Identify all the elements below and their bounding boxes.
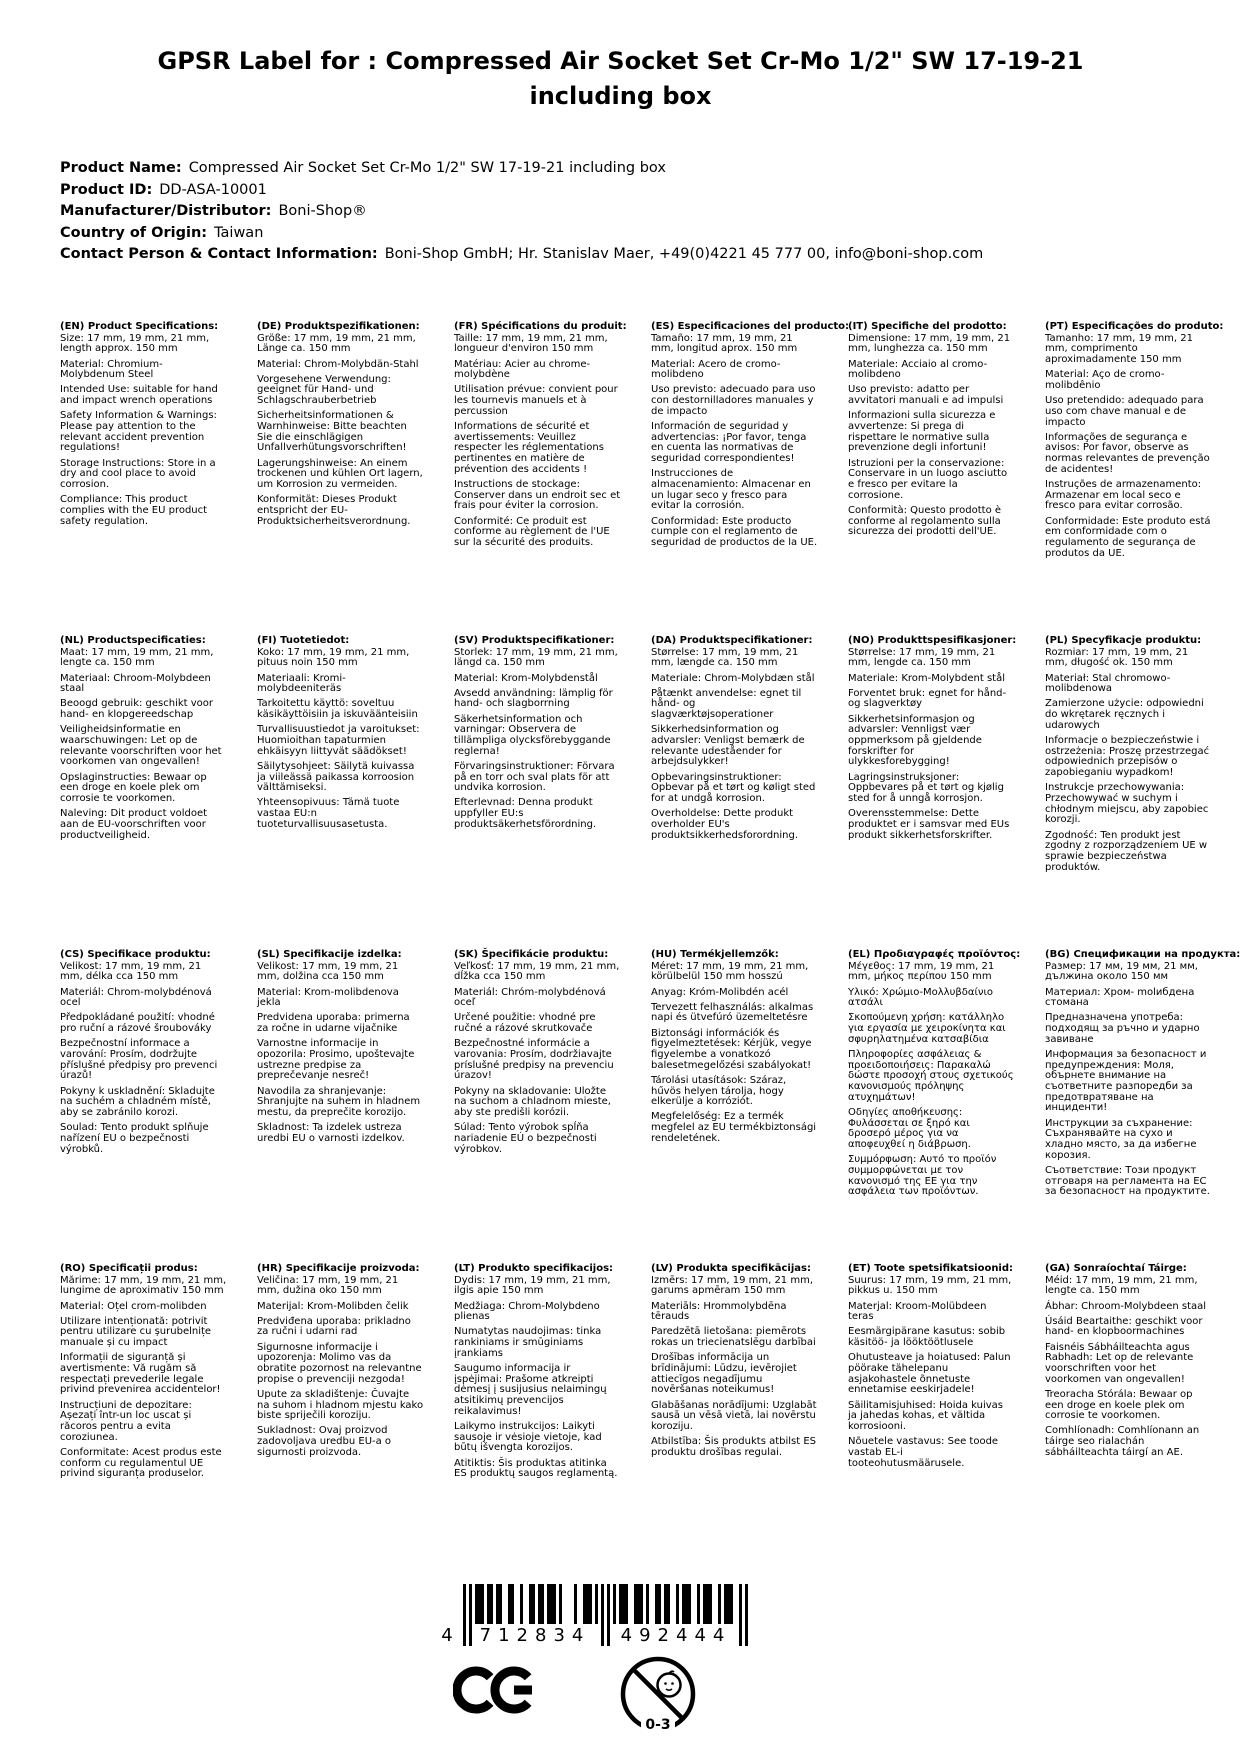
spec-paragraph: Overensstemmelse: Dette produktet er i samsvar med EUs produkt sikkerhetsforskrifter. (848, 808, 1010, 841)
spec-block-fr (454, 322, 651, 636)
spec-grid (60, 322, 1241, 1578)
spec-paragraph: Material: Aço de cromo-molibdênio (1045, 369, 1165, 391)
spec-block-no (848, 636, 1045, 950)
spec-block-heading: (EN) Product Specifications: (60, 321, 219, 332)
spec-paragraph: Инструкции за съхранение: Съхранявайте на сухо и хладно място, за да избегне корозия. (1045, 1117, 1197, 1161)
spec-paragraph: Treoracha Stórála: Bewaar op een droge en koele plek om corrosie te voorkomen. (1045, 1388, 1193, 1422)
spec-block-nl (60, 636, 257, 950)
spec-paragraph: Paredzētā lietošana: piemērots rokas un triecienatslēgu darbībai (651, 1326, 816, 1349)
spec-block-heading: (ES) Especificaciones del producto: (651, 321, 850, 332)
spec-paragraph: Conformité: Ce produit est conforme au règlement de l'UE sur la sécurité des produits. (454, 515, 610, 548)
spec-paragraph: Tervezett felhasználás: alkalmas napi és ütvefúró üzemeltetésre (651, 1001, 814, 1024)
spec-paragraph: Materiał: Stal chromowo-molibdenowa (1045, 672, 1171, 695)
info-field-label: Country of Origin: (60, 224, 208, 241)
spec-paragraph: Materiaali: Kromi-molybdeeniteräs (257, 672, 346, 695)
spec-paragraph: Uso previsto: adatto per avvitatori manuali e ad impulsi (848, 384, 1004, 407)
spec-paragraph: Sicherheitsinformationen & Warnhinweise: Bitte beachten Sie die einschlägigen Unfallverhütungsvorschriften! (257, 410, 407, 454)
spec-block-heading: (FR) Spécifications du produit: (454, 321, 627, 332)
spec-paragraph: Sukladnost: Ovaj proizvod zadovoljava uredbu EU-a o sigurnosti proizvoda. (257, 1425, 392, 1458)
spec-paragraph: Conformitate: Acest produs este conform cu regulamentul UE privind siguranța produselor. (60, 1446, 222, 1480)
spec-paragraph: Material: Krom-molibdenova jekla (257, 986, 399, 1009)
spec-paragraph: Zamierzone użycie: odpowiedni do wkrętarek ręcznych i udarowych (1045, 698, 1204, 731)
info-field-value: Taiwan (214, 224, 264, 241)
spec-paragraph: Intended Use: suitable for hand and impact wrench operations (60, 384, 218, 407)
barcode-right-digits: 492444 (613, 1624, 739, 1648)
spec-paragraph: Informations de sécurité et avertissements: Veuillez respecter les réglementations pertinentes en matière de prévention des accidents ! (454, 421, 604, 475)
spec-paragraph: Πληροφορίες ασφάλειας & προειδοποιήσεις: Παρακαλώ δώστε προσοχή στους σχετικούς κανονισμούς πρόληψης ατυχημάτων! (848, 1049, 1014, 1103)
spec-paragraph: Material: Chromium-Molybdenum Steel (60, 358, 163, 381)
spec-paragraph: Efterlevnad: Denna produkt uppfyller EU:s produktsäkerhetsförordning. (454, 797, 597, 830)
spec-paragraph: Materijal: Krom-Molibden čelik (257, 1300, 409, 1312)
spec-paragraph: Tamanho: 17 mm, 19 mm, 21 mm, comprimento aproximadamente 150 mm (1045, 332, 1194, 366)
spec-paragraph: Beoogd gebruik: geschikt voor hand- en klopgereedschap (60, 698, 214, 721)
spec-paragraph: Veľkosť: 17 mm, 19 mm, 21 mm, dĺžka cca 150 mm (454, 960, 620, 983)
spec-block-fi (257, 636, 454, 950)
spec-block-el (848, 950, 1045, 1264)
product-info (60, 161, 983, 269)
spec-block-es (651, 322, 848, 636)
spec-paragraph: Instrucciones de almacenamiento: Almacenar en un lugar seco y fresco para evitar la corrosión. (651, 468, 811, 512)
age-warning-label: 0-3 (616, 1717, 700, 1733)
spec-paragraph: Säilitamisjuhised: Hoida kuivas ja jahedas kohas, et vältida korrosiooni. (848, 1399, 1004, 1432)
spec-paragraph: Taille: 17 mm, 19 mm, 21 mm, longueur d'environ 150 mm (454, 332, 608, 355)
spec-paragraph: Größe: 17 mm, 19 mm, 21 mm, Länge ca. 150 mm (257, 332, 416, 355)
spec-paragraph: Uso previsto: adecuado para uso con destornilladores manuales y de impacto (651, 384, 816, 417)
spec-paragraph: Материал: Хром- molибдена стомана (1045, 986, 1195, 1009)
spec-paragraph: Ábhar: Chroom-Molybdeen staal (1045, 1300, 1207, 1312)
info-field-label: Contact Person & Contact Information: (60, 246, 378, 262)
spec-block-pl (1045, 636, 1241, 950)
spec-paragraph: Informazioni sulla sicurezza e avvertenze: Si prega di rispettare le normative sulla prevenzione degli infortuni! (848, 410, 996, 454)
spec-paragraph: Информация за безопасност и предупреждения: Моля, обърнете внимание на съответните разпоредби за предотвратяване на инциденти! (1045, 1049, 1207, 1114)
spec-paragraph: Naleving: Dit product voldoet aan de EU-voorschriften voor productveiligheid. (60, 808, 208, 841)
spec-paragraph: Faisnéis Sábháilteachta agus Rabhadh: Let op de relevante voorschriften voor het voorkomen van ongevallen! (1045, 1341, 1194, 1385)
spec-block-heading: (SV) Produktspecifikationer: (454, 635, 615, 646)
spec-paragraph: Conformità: Questo prodotto è conforme al regolamento sulla sicurezza dei prodotti dell'UE. (848, 504, 1002, 538)
spec-paragraph: Dydis: 17 mm, 19 mm, 21 mm, ilgis apie 150 mm (454, 1274, 611, 1297)
spec-paragraph: Säkerhetsinformation och varningar: Observera de tillämpliga olycksförebyggande reglerna! (454, 713, 611, 757)
spec-paragraph: Предназначена употреба: подходящ за ръчно и ударно завиване (1045, 1012, 1200, 1045)
spec-paragraph: Soulad: Tento produkt splňuje nařízení EU o bezpečnosti výrobků. (60, 1122, 209, 1155)
spec-block-heading: (ET) Toote spetsifikatsioonid: (848, 1263, 1014, 1274)
spec-block-heading: (LT) Produkto specifikacijos: (454, 1263, 614, 1274)
spec-paragraph: Informacje o bezpieczeństwie i ostrzeżenia: Proszę przestrzegać odpowiednich przepisów o zapobieganiu wypadkom! (1045, 735, 1210, 779)
spec-paragraph: Størrelse: 17 mm, 19 mm, 21 mm, lengde ca. 150 mm (848, 646, 996, 669)
info-field (60, 226, 983, 241)
spec-block-ga (1045, 1264, 1241, 1578)
age-warning-icon (616, 1654, 700, 1744)
info-field (60, 204, 983, 219)
spec-paragraph: Biztonsági információk és figyelmeztetések: Kérjük, vegye figyelembe a vonatkozó balesetmegelőzési szabályokat! (651, 1027, 812, 1071)
spec-block-bg (1045, 950, 1241, 1264)
spec-block-heading: (IT) Specifiche del prodotto: (848, 321, 1007, 332)
page-title: GPSR Label for : Compressed Air Socket Set Cr-Mo 1/2" SW 17-19-21 including box (157, 47, 1084, 110)
ce-mark-icon (453, 1662, 543, 1720)
spec-paragraph: Medžiaga: Chrom-Molybdeno plienas (454, 1300, 600, 1323)
info-field (60, 183, 983, 198)
spec-block-et (848, 1264, 1045, 1578)
info-field-value: DD-ASA-10001 (159, 181, 267, 198)
spec-paragraph: Συμμόρφωση: Αυτό το προϊόν συμμορφώνεται με τον κανονισμό της ΕΕ για την ασφάλεια των προϊόντων. (848, 1154, 997, 1198)
spec-block-sv (454, 636, 651, 950)
spec-block-lv (651, 1264, 848, 1578)
spec-paragraph: Размер: 17 мм, 19 мм, 21 мм, дължина около 150 мм (1045, 960, 1198, 983)
spec-paragraph: Skladnost: Ta izdelek ustreza uredbi EU o varnosti izdelkov. (257, 1122, 405, 1144)
spec-paragraph: Varnostne informacije in opozorila: Prosimo, upoštevajte ustrezne predpise za preprečevanje nesreč! (257, 1038, 415, 1082)
spec-paragraph: Material: Acero de cromo-molibdeno (651, 358, 781, 381)
spec-paragraph: Ohutusteave ja hoiatused: Palun pöörake tähelepanu asjakohastele õnnetuste ennetamise eeskirjadele! (848, 1352, 1011, 1396)
spec-paragraph: Storlek: 17 mm, 19 mm, 21 mm, längd ca. 150 mm (454, 646, 618, 669)
spec-paragraph: Koko: 17 mm, 19 mm, 21 mm, pituus noin 150 mm (257, 646, 410, 669)
spec-paragraph: Materiale: Krom-Molybdent stål (848, 672, 1006, 684)
spec-block-sl (257, 950, 454, 1264)
spec-paragraph: Materiale: Acciaio al cromo-molibdeno (848, 358, 988, 381)
spec-paragraph: Opslaginstructies: Bewaar op een droge en koele plek om corrosie te voorkomen. (60, 771, 207, 804)
spec-paragraph: Opbevaringsinstruktioner: Opbevar på et tørt og køligt sted for at undgå korrosion. (651, 771, 816, 804)
spec-block-hr (257, 1264, 454, 1578)
spec-paragraph: Størrelse: 17 mm, 19 mm, 21 mm, længde ca. 150 mm (651, 646, 799, 669)
spec-paragraph: Uso pretendido: adequado para uso com chave manual e de impacto (1045, 395, 1204, 428)
spec-paragraph: Konformität: Dieses Produkt entspricht der EU-Produktsicherheitsverordnung. (257, 494, 411, 527)
spec-paragraph: Material: Krom-Molybdenstål (454, 672, 598, 684)
spec-block-pt (1045, 322, 1241, 636)
spec-paragraph: Mărime: 17 mm, 19 mm, 21 mm, lungime de aproximativ 150 mm (60, 1274, 227, 1297)
spec-paragraph: Veiligheidsinformatie en waarschuwingen: Let op de relevante voorschriften voor het voorkomen van ongevallen! (60, 724, 222, 768)
spec-paragraph: Rozmiar: 17 mm, 19 mm, 21 mm, długość ok. 150 mm (1045, 646, 1189, 669)
spec-paragraph: Tarkoitettu käyttö: soveltuu käsikäyttöisiin ja iskuväänteisiin (257, 698, 418, 721)
spec-paragraph: Compliance: This product complies with the EU product safety regulation. (60, 494, 208, 527)
spec-paragraph: Eesmärgipärane kasutus: sobib käsitöö- ja lööktöötlusele (848, 1326, 1006, 1349)
spec-paragraph: Instrucțiuni de depozitare: Așezați într-un loc uscat și răcoros pentru a evita coroziunea. (60, 1399, 192, 1443)
spec-paragraph: Storage Instructions: Store in a dry and cool place to avoid corrosion. (60, 457, 216, 490)
spec-paragraph: Material: Oțel crom-molibden (60, 1300, 207, 1312)
spec-block-heading: (SL) Specifikacije izdelka: (257, 949, 402, 960)
spec-paragraph: Instructions de stockage: Conserver dans un endroit sec et frais pour éviter la corrosion. (454, 478, 621, 512)
spec-paragraph: Atitiktis: Šis produktas atitinka ES produktų saugos reglamentą. (454, 1457, 618, 1480)
spec-block-sk (454, 950, 651, 1264)
spec-paragraph: Turvallisuustiedot ja varoitukset: Huomioithan tapaturmien ehkäisyyn liittyvät säädökset! (257, 724, 420, 757)
spec-paragraph: Съответствие: Този продукт отговаря на регламента на ЕС за безопасност на продуктите. (1045, 1164, 1210, 1198)
spec-block-cs (60, 950, 257, 1264)
spec-paragraph: Maat: 17 mm, 19 mm, 21 mm, lengte ca. 150 mm (60, 646, 214, 669)
spec-paragraph: Overholdelse: Dette produkt overholder EU's produktsikkerhedsforordning. (651, 808, 799, 841)
spec-block-heading: (NL) Productspecificaties: (60, 635, 206, 646)
spec-paragraph: Materiaal: Chroom-Molybdeen staal (60, 672, 211, 695)
spec-block-it (848, 322, 1045, 636)
spec-block-heading: (PL) Specyfikacje produktu: (1045, 635, 1202, 646)
spec-paragraph: Předpokládané použití: vhodné pro ruční a rázové šroubováky (60, 1012, 215, 1035)
spec-paragraph: Súlad: Tento výrobok spĺňa nariadenie EÚ o bezpečnosti výrobkov. (454, 1122, 597, 1155)
spec-paragraph: Säilytysohjeet: Säilytä kuivassa ja viileässä paikassa korroosion välttämiseksi. (257, 760, 415, 794)
spec-paragraph: Materiāls: Hrommolybdēna tērauds (651, 1300, 787, 1323)
spec-paragraph: Sigurnosne informacije i upozorenja: Molimo vas da obratite pozornost na relevantne propise o prevenciji nezgoda! (257, 1341, 422, 1385)
spec-paragraph: Zgodność: Ten produkt jest zgodny z rozporządzeniem UE w sprawie bezpieczeństwa produktów. (1045, 829, 1208, 873)
spec-paragraph: Nõuetele vastavus: See toode vastab EL-i tooteohutusmäärusele. (848, 1436, 999, 1469)
spec-block-lt (454, 1264, 651, 1578)
spec-paragraph: Úsáid Beartaithe: geschikt voor hand- en klopboormachines (1045, 1315, 1203, 1338)
spec-block-en (60, 322, 257, 636)
spec-block-da (651, 636, 848, 950)
spec-block-heading: (NO) Produkttspesifikasjoner: (848, 635, 1017, 646)
spec-block-heading: (DE) Produktspezifikationen: (257, 321, 420, 332)
spec-block-heading: (BG) Спецификации на продукта: (1045, 949, 1241, 960)
spec-block-heading: (RO) Specificații produs: (60, 1263, 198, 1274)
spec-paragraph: Predvidena uporaba: primerna za ročne in udarne vijačnike (257, 1012, 410, 1035)
spec-paragraph: Dimensione: 17 mm, 19 mm, 21 mm, lunghezza ca. 150 mm (848, 332, 1011, 355)
spec-paragraph: Pokyny k uskladnění: Skladujte na suchém a chladném místě, aby se zabránilo korozi. (60, 1085, 215, 1118)
info-field-value: Boni-Shop® (278, 203, 367, 219)
spec-paragraph: Určené použitie: vhodné pre ručné a rázové skrutkovače (454, 1012, 596, 1035)
spec-paragraph: Información de seguridad y advertencias: ¡Por favor, tenga en cuenta las normativas de seguridad correspondientes! (651, 421, 807, 465)
spec-paragraph: Izmērs: 17 mm, 19 mm, 21 mm, garums apmēram 150 mm (651, 1274, 814, 1297)
spec-paragraph: Navodila za shranjevanje: Shranjujte na suhem in hladnem mestu, da preprečite korozijo. (257, 1085, 421, 1118)
spec-paragraph: Bezpečnostní informace a varování: Prosím, dodržujte příslušné předpisy pro prevenci úrazů! (60, 1038, 218, 1082)
info-field (60, 247, 983, 262)
spec-block-heading: (HR) Specifikacije proizvoda: (257, 1263, 420, 1274)
spec-paragraph: Förvaringsinstruktioner: Förvara på en torr och sval plats för att undvika korrosion. (454, 760, 615, 794)
spec-paragraph: Velikost: 17 mm, 19 mm, 21 mm, dolžina cca 150 mm (257, 960, 399, 983)
spec-paragraph: Tárolási utasítások: Száraz, hűvös helyen tárolja, hogy elkerülje a korróziót. (651, 1074, 787, 1108)
spec-paragraph: Utilizare intenționată: potrivit pentru utilizare cu șurubelnițe manuale și cu impact (60, 1315, 212, 1349)
spec-paragraph: Tamaño: 17 mm, 19 mm, 21 mm, longitud aprox. 150 mm (651, 332, 798, 355)
spec-block-heading: (GA) Sonraíochtaí Táirge: (1045, 1263, 1187, 1274)
barcode-left-digits: 712834 (472, 1624, 598, 1648)
spec-paragraph: Safety Information & Warnings: Please pay attention to the relevant accident prevention regulations! (60, 410, 217, 454)
barcode-lead-digit: 4 (441, 1625, 453, 1646)
spec-paragraph: Forventet bruk: egnet for hånd- og slagverktøy (848, 687, 1007, 710)
spec-paragraph: Yhteensopivuus: Tämä tuote vastaa EU:n tuoteturvallisuusasetusta. (257, 797, 400, 830)
info-field-value: Compressed Air Socket Set Cr-Mo 1/2" SW 17-19-21 including box (188, 160, 666, 176)
spec-paragraph: Materiál: Chróm-molybdénová oceľ (454, 986, 606, 1009)
spec-paragraph: Méid: 17 mm, 19 mm, 21 mm, lengte ca. 150 mm (1045, 1274, 1198, 1297)
spec-paragraph: Comhlíonadh: Comhlíonann an táirge seo rialachán sábháilteachta táirgí an AE. (1045, 1425, 1200, 1458)
spec-block-heading: (EL) Προδιαγραφές προϊόντος: (848, 949, 1021, 960)
spec-block-de (257, 322, 454, 636)
spec-paragraph: Conformidad: Este producto cumple con el reglamento de seguridad de productos de la UE. (651, 515, 818, 548)
spec-block-heading: (SK) Špecifikácie produktu: (454, 949, 609, 960)
spec-paragraph: Numatytas naudojimas: tinka rankiniams ir smūginiams įrankiams (454, 1326, 602, 1359)
spec-paragraph: Οδηγίες αποθήκευσης: Φυλάσσεται σε ξηρό και δροσερό μέρος για να αποφευχθεί η διάβρωση. (848, 1106, 971, 1150)
spec-paragraph: Avsedd användning: lämplig för hand- och slagborrning (454, 687, 613, 710)
spec-paragraph: Glabāšanas norādījumi: Uzglabāt sausā un vēsā vietā, lai novērstu koroziju. (651, 1399, 817, 1432)
spec-paragraph: Anyag: Króm-Molibdén acél (651, 986, 789, 998)
info-field (60, 161, 983, 176)
info-field-value: Boni-Shop GmbH; Hr. Stanislav Maer, +49(0)4221 45 777 00, info@boni-shop.com (384, 246, 984, 262)
spec-paragraph: Material: Chrom-Molybdän-Stahl (257, 358, 419, 370)
spec-block-heading: (PT) Especificações do produto: (1045, 321, 1224, 332)
spec-paragraph: Istruzioni per la conservazione: Conservare in un luogo asciutto e fresco per evitare la corrosione. (848, 457, 1008, 501)
spec-block-hu (651, 950, 848, 1264)
spec-paragraph: Bezpečnostné informácie a varovania: Prosím, dodržiavajte príslušné predpisy na prevenciu úrazov! (454, 1038, 614, 1082)
spec-paragraph: Μέγεθος: 17 mm, 19 mm, 21 mm, μήκος περίπου 150 mm (848, 960, 995, 983)
spec-paragraph: Upute za skladištenje: Čuvajte na suhom i hladnom mjestu kako biste spriječili koroziju. (257, 1388, 424, 1422)
spec-block-heading: (LV) Produkta specifikācijas: (651, 1263, 811, 1274)
spec-paragraph: Materiál: Chrom-molybdénová ocel (60, 986, 212, 1009)
spec-block-ro (60, 1264, 257, 1578)
spec-paragraph: Veličina: 17 mm, 19 mm, 21 mm, dužina oko 150 mm (257, 1274, 399, 1297)
info-field-label: Manufacturer/Distributor: (60, 203, 272, 219)
spec-paragraph: Matériau: Acier au chrome-molybdène (454, 358, 591, 381)
info-field-label: Product Name: (60, 160, 182, 176)
spec-paragraph: Vorgesehene Verwendung: geeignet für Hand- und Schlagschrauberbetrieb (257, 373, 391, 407)
spec-paragraph: Σκοπούμενη χρήση: κατάλληλο για εργασία με χειροκίνητα και σφυρηλατημένα κατσαβίδια (848, 1012, 1006, 1045)
spec-paragraph: Instruções de armazenamento: Armazenar em local seco e fresco para evitar corrosão. (1045, 478, 1202, 512)
spec-paragraph: Drošības informācija un brīdinājumi: Lūdzu, ievērojiet attiecīgos negadījumu novēršanas noteikumus! (651, 1352, 797, 1396)
spec-paragraph: Materiale: Chrom-Molybdæn stål (651, 672, 815, 684)
spec-paragraph: Méret: 17 mm, 19 mm, 21 mm, körülbelül 150 mm hosszú (651, 960, 809, 983)
spec-paragraph: Megfelelőség: Ez a termék megfelel az EU termékbiztonsági rendeletének. (651, 1111, 817, 1144)
spec-block-heading: (FI) Tuotetiedot: (257, 635, 350, 646)
spec-paragraph: Materjal: Kroom-Molübdeen teras (848, 1300, 987, 1323)
spec-paragraph: Υλικό: Χρώμιο-Μολλυβδαίνιο ατσάλι (848, 986, 993, 1009)
spec-block-heading: (HU) Termékjellemzők: (651, 949, 779, 960)
spec-paragraph: Conformidade: Este produto está em conformidade com o regulamento de segurança de produtos da UE. (1045, 515, 1211, 559)
spec-paragraph: Lagerungshinweise: An einem trockenen und kühlen Ort lagern, um Korrosion zu vermeiden. (257, 457, 423, 490)
spec-paragraph: Predviđena uporaba: prikladno za ručni i udarni rad (257, 1315, 411, 1338)
spec-paragraph: Saugumo informacija ir įspėjimai: Prašome atkreipti dėmesį į susijusius nelaimingų atsitikimų prevencijos reikalavimus! (454, 1363, 607, 1417)
spec-paragraph: Atbilstība: Šis produkts atbilst ES produktu drošības regulai. (651, 1436, 817, 1458)
spec-paragraph: Size: 17 mm, 19 mm, 21 mm, length approx. 150 mm (60, 332, 210, 355)
spec-paragraph: Velikost: 17 mm, 19 mm, 21 mm, délka cca 150 mm (60, 960, 202, 983)
spec-block-heading: (CS) Specifikace produktu: (60, 949, 211, 960)
spec-paragraph: Påtænkt anvendelse: egnet til hånd- og slagværktøjsoperationer (651, 687, 802, 721)
spec-block-heading: (DA) Produktspecifikationer: (651, 635, 813, 646)
spec-paragraph: Instrukcje przechowywania: Przechowywać w suchym i chłodnym miejscu, aby zapobiec korozji. (1045, 782, 1209, 826)
barcode (438, 1584, 750, 1654)
spec-paragraph: Sikkerhedsinformation og advarsler: Venligst bemærk de relevante udeståender for arbejdsulykker! (651, 724, 805, 768)
spec-paragraph: Sikkerhetsinformasjon og advarsler: Vennligst vær oppmerksom på gjeldende forskrifter for ulykkesforebygging! (848, 713, 982, 768)
spec-paragraph: Pokyny na skladovanie: Uložte na suchom a chladnom mieste, aby ste predišli korózii. (454, 1085, 611, 1118)
spec-paragraph: Laikymo instrukcijos: Laikyti sausoje ir vėsioje vietoje, kad būtų išvengta korozijos. (454, 1420, 602, 1454)
spec-paragraph: Informações de segurança e avisos: Por favor, observe as normas relevantes de prevenção de acidentes! (1045, 431, 1210, 475)
spec-paragraph: Suurus: 17 mm, 19 mm, 21 mm, pikkus u. 150 mm (848, 1274, 1012, 1297)
spec-paragraph: Utilisation prévue: convient pour les tournevis manuels et à percussion (454, 384, 618, 417)
spec-paragraph: Informații de siguranță și avertismente: Vă rugăm să respectați prevederile legale privind prevenirea accidentelor! (60, 1352, 221, 1396)
info-field-label: Product ID: (60, 181, 153, 198)
spec-paragraph: Lagringsinstruksjoner: Oppbevares på et tørt og kjølig sted for å unngå korrosjon. (848, 771, 1004, 804)
